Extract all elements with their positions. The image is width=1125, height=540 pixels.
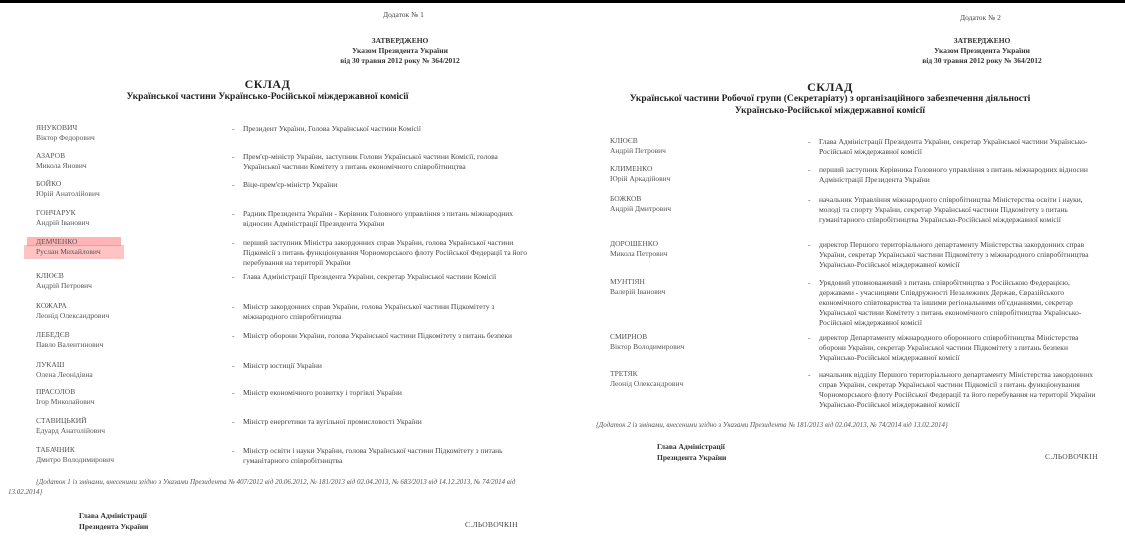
member-given-names: Віктор Володимирович — [610, 342, 685, 351]
member-given-names: Юрій Аркадійович — [610, 174, 671, 183]
member-surname: ТАБАЧНИК — [36, 445, 75, 454]
member-name — [36, 387, 95, 407]
signature-line-2: Президента України — [79, 522, 149, 531]
member-name — [610, 332, 685, 352]
member-surname: АЗАРОВ — [36, 151, 66, 160]
member-given-names: Андрій Петрович — [610, 146, 666, 155]
member-given-names: Леонід Олександрович — [610, 379, 684, 388]
member-surname: ТРЕТЯК — [610, 369, 638, 378]
annex-2-page — [570, 0, 1125, 540]
member-role: Глава Адміністрації Президента України, секретар Української частини Комісії — [243, 272, 497, 281]
approval-block — [300, 36, 500, 66]
signature-name: С.ЛЬОВОЧКІН — [465, 520, 518, 529]
member-given-names: Павло Валентинович — [36, 340, 104, 349]
member-role: Глава Адміністрації Президента України, секретар Української частини Українсько-Російської міждержавної комісії — [819, 137, 1088, 156]
member-given-names: Микола Петрович — [610, 249, 668, 258]
dash-separator: - — [232, 331, 235, 340]
member-name — [610, 164, 670, 184]
member-given-names: Руслан Михайлович — [36, 247, 101, 256]
member-name — [610, 194, 671, 214]
member-name — [36, 360, 93, 380]
dash-separator: - — [808, 333, 811, 342]
dash-separator: - — [808, 278, 811, 287]
signature-title — [79, 510, 148, 532]
member-role: директор Департаменту міжнародного оборонного співробітництва Міністерства оборони України, секретар Української частини Підкомітету з питань безпеки Українсько-Російської міждержавної комісії — [819, 333, 1079, 362]
member-role: Міністр освіти і науки України, голова Української частини Підкомітету з питань гуманітарного співробітництва — [243, 446, 503, 465]
member-surname: КЛИМЕНКО — [610, 164, 653, 173]
member-role: Міністр енергетики та вугільної промисловості України — [243, 417, 422, 426]
dash-separator: - — [232, 209, 235, 218]
member-surname: КЛЮЄВ — [610, 136, 638, 145]
dash-separator: - — [808, 165, 811, 174]
member-role: Прем'єр-міністр України, заступник Голови Української частини Комісії, голова Української частини Комітету з питань економічного співробітництва — [243, 152, 498, 171]
member-surname: ЛУКАШ — [36, 360, 65, 369]
member-role: начальник Управління міжнародного співробітництва Міністерства освіти і науки, молоді та спорту України, секретар Української частини Підкомітету з питань гуманітарного співробітництва Українсько-Російської міждержавної комісії — [819, 195, 1083, 224]
member-role: перший заступник Міністра закордонних справ України, голова Української частини Підкомісії з питань функціонування Чорноморського флоту Російської Федерації та його перебування на території України — [243, 238, 527, 267]
document-title: СКЛАД — [244, 77, 291, 91]
dash-separator: - — [808, 240, 811, 249]
member-given-names: Валерій Іванович — [610, 287, 666, 296]
member-role: Міністр оборони України, голова Української частини Підкомітету з питань безпеки — [243, 331, 513, 340]
member-name — [36, 123, 95, 143]
dash-separator: - — [232, 152, 235, 161]
member-role: Радник Президента України - Керівник Головного управління з питань міжнародних відносин Адміністрації Президента України — [243, 209, 514, 228]
member-given-names: Едуард Анатолійович — [36, 426, 106, 435]
approval-block — [882, 36, 1082, 66]
member-name — [36, 208, 89, 228]
member-given-names: Олена Леонідівна — [36, 370, 93, 379]
member-given-names: Віктор Федорович — [36, 133, 95, 142]
document-subtitle — [570, 93, 1090, 117]
signature-title — [657, 441, 726, 463]
member-name — [610, 277, 666, 297]
member-surname: МУНТІЯН — [610, 277, 645, 286]
signature-name: С.ЛЬОВОЧКІН — [1045, 452, 1098, 461]
decree-label: Указом Президента України — [352, 46, 448, 55]
member-surname: КОЖАРА — [36, 301, 67, 310]
dash-separator: - — [232, 124, 235, 133]
member-name — [36, 271, 92, 291]
member-surname: ДЕМЧЕНКО — [36, 237, 78, 246]
member-role: Президент України, Голова Української частини Комісії — [243, 124, 421, 133]
member-name — [36, 330, 103, 350]
member-given-names: Андрій Дмитрович — [610, 204, 672, 213]
dash-separator: - — [232, 446, 235, 455]
amendment-note: {Додаток 2 із змінами, внесеними згідно з Указами Президента № 181/2013 від 02.04.2013, № 74/2014 від 13.02.2014} — [596, 421, 948, 429]
subtitle-line-1: Української частини Робочої групи (Секретаріату) з організаційного забезпечення діяльності — [629, 94, 1031, 104]
member-name — [36, 301, 109, 321]
member-role: Урядовий уповноважений з питань співробітництва з Російською Федерацією, державами - учасницями Співдружності Незалежних Держав, Євразійського економічного співтовариства та іншими регіональними об'єднаннями, секретар Української частини Комітету з питань економічного співробітництва Українсько-Російської міждержавної комісії — [819, 278, 1082, 327]
dash-separator: - — [232, 417, 235, 426]
member-role: начальник відділу Першого територіального департаменту Міністерства закордонних справ України, секретар Української частини Підкомісії з питань функціонування Чорноморського флоту Російської Федерації та його перебування на території України Українсько-Російської міждержавної комісії — [819, 370, 1096, 409]
decree-date: від 30 травня 2012 року № 364/2012 — [922, 56, 1042, 65]
signature-line-1: Глава Адміністрації — [657, 442, 725, 451]
member-surname: ЯНУКОВИЧ — [36, 123, 78, 132]
dash-separator: - — [232, 238, 235, 247]
signature-line-1: Глава Адміністрації — [79, 511, 147, 520]
member-name — [36, 445, 114, 465]
dash-separator: - — [232, 388, 235, 397]
member-role: Віце-прем'єр-міністр України — [243, 180, 338, 189]
amendment-note: {Додаток 1 із змінами, внесеними згідно з Указами Президента № 407/2012 від 20.06.2012, № 181/2013 від 02.04.2013, № 683/2013 від 14.12.2013, № 74/2014 від 13.02.2014} — [8, 478, 516, 496]
member-role: Міністр юстиції України — [243, 361, 322, 370]
member-surname: БОЙКО — [36, 179, 62, 188]
member-given-names: Андрій Петрович — [36, 281, 92, 290]
member-name — [36, 151, 87, 171]
member-name — [610, 369, 683, 389]
member-surname: ЛЕБЕДЄВ — [36, 330, 70, 339]
member-given-names: Юрій Анатолійович — [36, 189, 100, 198]
decree-date: від 30 травня 2012 року № 364/2012 — [340, 56, 460, 65]
dash-separator: - — [232, 272, 235, 281]
member-given-names: Дмитро Володимирович — [36, 455, 114, 464]
member-name — [36, 179, 100, 199]
member-role: директор Першого територіального департаменту Міністерства закордонних справ України, секретар Української частини Підкомітету з міжнародного співробітництва Українсько-Російської міждержавної комісії — [819, 240, 1089, 269]
member-surname: СМИРНОВ — [610, 332, 648, 341]
annex-label: Додаток № 2 — [960, 13, 1001, 22]
member-surname: БОЖКОВ — [610, 194, 642, 203]
member-surname: ПРАСОЛОВ — [36, 387, 76, 396]
annex-label: Додаток № 1 — [383, 10, 424, 19]
member-given-names: Ігор Миколайович — [36, 397, 95, 406]
dash-separator: - — [232, 361, 235, 370]
member-name — [610, 239, 667, 259]
member-surname: КЛЮЄВ — [36, 271, 64, 280]
member-name — [36, 416, 105, 436]
member-name — [610, 136, 666, 156]
document-title: СКЛАД — [807, 80, 853, 94]
approved-label: ЗАТВЕРДЖЕНО — [953, 36, 1011, 45]
member-given-names: Леонід Олександрович — [36, 311, 110, 320]
dash-separator: - — [232, 180, 235, 189]
member-role: Міністр економічного розвитку і торгівлі України — [243, 388, 402, 397]
member-name — [36, 237, 101, 257]
dash-separator: - — [808, 195, 811, 204]
member-surname: ГОНЧАРУК — [36, 208, 76, 217]
signature-line-2: Президента України — [657, 453, 727, 462]
approved-label: ЗАТВЕРДЖЕНО — [371, 36, 429, 45]
dash-separator: - — [808, 137, 811, 146]
dash-separator: - — [232, 302, 235, 311]
decree-label: Указом Президента України — [934, 46, 1030, 55]
member-given-names: Микола Янович — [36, 161, 87, 170]
member-role: перший заступник Керівника Головного управління з питань міжнародних відносин Адміністрації Президента України — [819, 165, 1088, 184]
document-subtitle: Української частини Українсько-Російської міждержавної комісії — [126, 92, 409, 102]
member-given-names: Андрій Іванович — [36, 218, 90, 227]
subtitle-line-2: Українсько-Російської міждержавної комісії — [734, 106, 926, 116]
member-surname: СТАВИЦЬКИЙ — [36, 416, 87, 425]
member-role: Міністр закордонних справ України, голова Української частини Підкомітету з міжнародного співробітництва — [243, 302, 495, 321]
member-surname: ДОРОШЕНКО — [610, 239, 659, 248]
dash-separator: - — [808, 370, 811, 379]
